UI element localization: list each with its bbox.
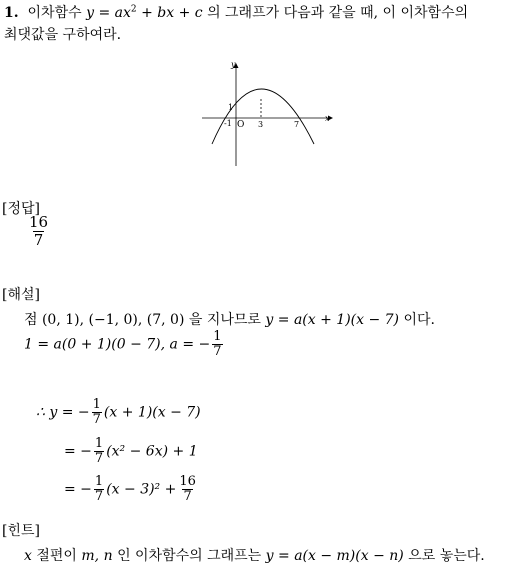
solution-line-1-equation: y = a(x + 1)(x − 7) — [265, 312, 400, 328]
fraction-numerator: 1 — [94, 474, 104, 489]
solution-line-1-text: 점 (0, 1), (−1, 0), (7, 0) 을 지나므로 — [24, 312, 261, 328]
solution-line-2-text: 1 = a(0 + 1)(0 − 7), a = − — [24, 336, 211, 353]
parabola-graph — [198, 58, 336, 170]
eq-ax: ax — [114, 5, 131, 21]
x7-label: 7 — [294, 120, 300, 129]
fraction-denominator: 7 — [213, 344, 222, 359]
problem-suffix: 의 그래프가 다음과 같을 때, 이 이차함수의 — [207, 5, 469, 21]
hint-n: n — [103, 548, 113, 564]
hint-text-1: 절편이 — [36, 548, 77, 564]
fraction-denominator: 7 — [94, 451, 104, 466]
fraction-numerator: 16 — [179, 474, 196, 489]
hint-x: x — [24, 548, 32, 564]
parabola-curve — [212, 89, 314, 144]
problem-line-2: 최댓값을 구하여라. — [4, 27, 122, 43]
equation-line-3-fraction — [94, 475, 104, 504]
answer-numerator: 16 — [29, 213, 49, 231]
equation-line-1-rhs: (x + 1)(x − 7) — [103, 404, 201, 421]
x3-label: 3 — [258, 120, 264, 129]
eq-equals: = — [94, 5, 115, 21]
equation-line-2-rhs: (x² − 6x) + 1 — [106, 443, 198, 460]
equation-line-1 — [36, 398, 201, 427]
equation-line-3-lhs: = − — [64, 481, 92, 498]
fraction-denominator: 7 — [94, 489, 104, 504]
fraction-denominator: 7 — [183, 489, 192, 504]
fraction-numerator: 1 — [94, 436, 104, 451]
solution-line-2 — [24, 330, 225, 359]
fraction-numerator: 1 — [213, 329, 222, 344]
equation-line-3-fraction-2 — [178, 475, 197, 504]
eq-rest: + bx + c — [136, 5, 203, 21]
solution-line-2-fraction — [212, 330, 222, 359]
equation-line-2 — [64, 437, 198, 466]
hint-text-2: 인 이차함수의 그래프는 — [117, 548, 262, 564]
y-intercept-label: 1 — [228, 103, 234, 112]
hint-text-3: 으로 놓는다. — [408, 548, 485, 564]
eq-y: y — [86, 5, 95, 21]
equation-line-1-fraction — [92, 398, 102, 427]
hint-line — [24, 545, 485, 565]
hint-m: m, — [81, 548, 100, 564]
y-axis-label: y — [231, 60, 236, 69]
x-axis-label: x — [325, 114, 330, 123]
problem-prefix: 이차함수 — [27, 5, 82, 21]
answer-value — [26, 214, 51, 249]
answer-heading: [정답] — [2, 201, 40, 217]
answer-fraction — [28, 214, 49, 249]
equation-line-3-rhs: (x − 3)² + — [106, 481, 177, 498]
origin-label: O — [237, 120, 245, 130]
hint-heading: [힌트] — [2, 523, 40, 539]
problem-number: 1. — [4, 5, 19, 21]
equation-line-3 — [64, 475, 199, 504]
solution-line-1-end: 이다. — [403, 312, 435, 328]
hint-equation: y = a(x − m)(x − n) — [265, 548, 404, 564]
solution-heading: [해설] — [2, 287, 40, 303]
equation-line-2-lhs: = − — [64, 443, 92, 460]
solution-line-1 — [24, 309, 435, 329]
answer-denominator: 7 — [33, 231, 44, 249]
eq-square: 2 — [130, 4, 137, 15]
equation-line-1-lhs: ∴ y = − — [36, 404, 90, 421]
fraction-denominator: 7 — [92, 412, 101, 427]
neg1-label: -1 — [224, 119, 232, 128]
fraction-numerator: 1 — [92, 397, 101, 412]
problem-line-1 — [4, 2, 468, 22]
equation-line-2-fraction — [94, 437, 104, 466]
